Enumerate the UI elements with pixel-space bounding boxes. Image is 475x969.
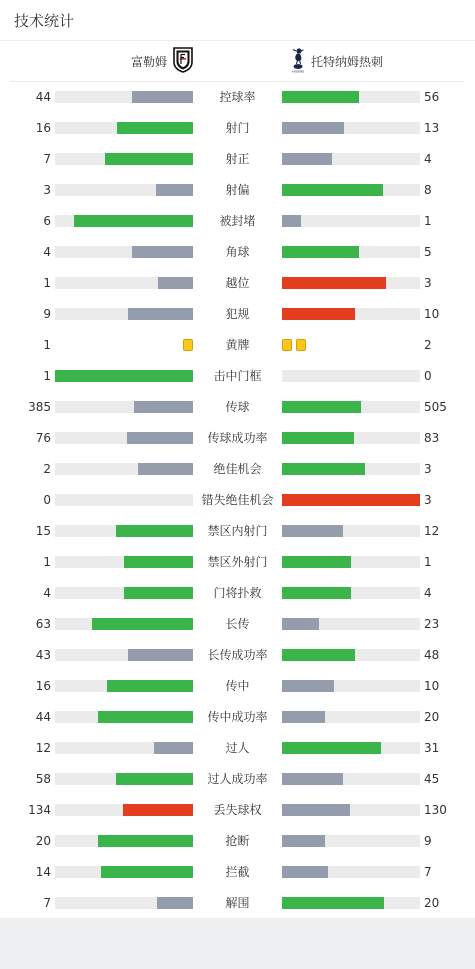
home-bar-track — [55, 308, 193, 320]
stat-row — [0, 144, 475, 175]
away-stat-value: 9 — [424, 834, 432, 848]
stat-row — [0, 392, 475, 423]
stat-row — [0, 423, 475, 454]
stat-label: 禁区外射门 — [207, 555, 268, 569]
home-stat-value: 12 — [35, 741, 51, 755]
stat-row — [0, 609, 475, 640]
stat-row — [0, 733, 475, 764]
home-bar-track — [55, 742, 193, 754]
home-stat-value: 7 — [43, 896, 51, 910]
away-stat-value: 31 — [424, 741, 440, 755]
teams-header — [10, 41, 465, 82]
home-bar-fill — [138, 463, 193, 475]
stat-row — [0, 454, 475, 485]
away-bar-fill — [282, 494, 420, 506]
away-stat-value: 2 — [424, 338, 432, 352]
stat-label: 传球成功率 — [207, 431, 268, 445]
stat-label: 过人成功率 — [207, 772, 268, 786]
home-bar-fill — [132, 246, 193, 258]
stat-label: 控球率 — [219, 90, 256, 104]
home-bar-fill — [123, 804, 193, 816]
home-bar-track — [55, 277, 193, 289]
away-bar-track — [282, 246, 420, 258]
stat-row — [0, 330, 475, 361]
away-bar-fill — [282, 773, 343, 785]
home-stat-value: 134 — [28, 803, 51, 817]
away-stat-value: 3 — [424, 462, 432, 476]
yellow-card-icon — [282, 339, 292, 351]
away-stat-value: 5 — [424, 245, 432, 259]
home-bar-track — [55, 370, 193, 382]
away-stat-value: 48 — [424, 648, 440, 662]
home-bar-fill — [92, 618, 193, 630]
away-stat-value: 7 — [424, 865, 432, 879]
stat-label: 丢失球权 — [213, 803, 262, 817]
home-stat-value: 76 — [35, 431, 51, 445]
home-bar-fill — [117, 122, 193, 134]
stat-label: 解围 — [225, 896, 250, 910]
home-stat-value: 63 — [35, 617, 51, 631]
home-bar-track — [55, 680, 193, 692]
home-bar-track — [55, 122, 193, 134]
away-bar-track — [282, 308, 420, 320]
home-bar-fill — [74, 215, 193, 227]
home-bar-track — [55, 91, 193, 103]
away-bar-track — [282, 742, 420, 754]
away-stat-value: 4 — [424, 586, 432, 600]
away-bar-track — [282, 680, 420, 692]
away-bar-track — [282, 649, 420, 661]
away-bar-fill — [282, 649, 355, 661]
stat-label: 拦截 — [225, 865, 250, 879]
away-bar-track — [282, 835, 420, 847]
away-bar-fill — [282, 866, 328, 878]
away-bar-fill — [282, 308, 355, 320]
home-bar-fill — [101, 866, 193, 878]
home-bar-fill — [107, 680, 193, 692]
stat-row — [0, 299, 475, 330]
home-stat-value: 1 — [43, 338, 51, 352]
away-stat-value: 12 — [424, 524, 440, 538]
home-stat-value: 1 — [43, 555, 51, 569]
away-bar-track — [282, 494, 420, 506]
home-bar-track — [55, 215, 193, 227]
home-bar-track — [55, 804, 193, 816]
home-bar-track — [55, 463, 193, 475]
away-team[interactable] — [290, 41, 383, 82]
away-bar-track — [282, 897, 420, 909]
stat-label: 长传 — [225, 617, 250, 631]
home-yellow-cards — [183, 339, 193, 351]
stat-label: 传球 — [225, 400, 250, 414]
home-stat-value: 16 — [35, 121, 51, 135]
stat-row — [0, 547, 475, 578]
stat-label: 犯规 — [225, 307, 250, 321]
away-bar-fill — [282, 556, 351, 568]
away-bar-track — [282, 215, 420, 227]
home-stat-value: 58 — [35, 772, 51, 786]
home-team-name: 富勒姆 — [130, 55, 167, 69]
stat-label: 长传成功率 — [207, 648, 268, 662]
stats-header — [0, 0, 475, 41]
away-bar-track — [282, 618, 420, 630]
away-bar-track — [282, 463, 420, 475]
away-stat-value: 1 — [424, 555, 432, 569]
away-stat-value: 20 — [424, 896, 440, 910]
away-bar-track — [282, 370, 420, 382]
home-bar-track — [55, 618, 193, 630]
home-bar-fill — [98, 711, 193, 723]
stat-row — [0, 516, 475, 547]
stat-label: 门将扑救 — [213, 586, 262, 600]
stat-label: 禁区内射门 — [207, 524, 268, 538]
home-bar-track — [55, 153, 193, 165]
home-stat-value: 14 — [35, 865, 51, 879]
home-bar-fill — [158, 277, 193, 289]
away-bar-fill — [282, 215, 301, 227]
home-bar-track — [55, 587, 193, 599]
away-bar-fill — [282, 91, 359, 103]
home-bar-fill — [128, 308, 193, 320]
away-bar-fill — [282, 122, 344, 134]
away-bar-track — [282, 91, 420, 103]
away-stat-value: 3 — [424, 493, 432, 507]
away-bar-fill — [282, 587, 351, 599]
home-team[interactable] — [131, 41, 193, 82]
home-bar-fill — [124, 556, 193, 568]
away-bar-fill — [282, 432, 354, 444]
home-bar-fill — [98, 835, 193, 847]
home-stat-value: 385 — [28, 400, 51, 414]
home-bar-track — [55, 494, 193, 506]
stat-row — [0, 764, 475, 795]
away-stat-value: 83 — [424, 431, 440, 445]
home-bar-fill — [124, 587, 193, 599]
away-stat-value: 4 — [424, 152, 432, 166]
home-bar-track — [55, 866, 193, 878]
home-bar-fill — [132, 91, 193, 103]
home-bar-fill — [154, 742, 193, 754]
away-stat-value: 56 — [424, 90, 440, 104]
home-bar-track — [55, 649, 193, 661]
stat-label: 绝佳机会 — [213, 462, 262, 476]
home-bar-track — [55, 773, 193, 785]
away-stat-value: 23 — [424, 617, 440, 631]
svg-text:AUDERE: AUDERE — [291, 69, 305, 73]
stat-label: 传中成功率 — [207, 710, 268, 724]
stat-label: 黄牌 — [225, 338, 250, 352]
away-bar-fill — [282, 525, 343, 537]
away-bar-fill — [282, 463, 365, 475]
away-bar-track — [282, 184, 420, 196]
home-stat-value: 3 — [43, 183, 51, 197]
home-bar-track — [55, 711, 193, 723]
home-bar-track — [55, 401, 193, 413]
stat-row — [0, 237, 475, 268]
away-bar-track — [282, 804, 420, 816]
away-team-name: 托特纳姆热刺 — [311, 55, 384, 69]
away-bar-fill — [282, 804, 350, 816]
home-stat-value: 44 — [35, 90, 51, 104]
home-bar-fill — [134, 401, 193, 413]
stat-label: 击中门框 — [213, 369, 262, 383]
away-bar-track — [282, 556, 420, 568]
away-bar-fill — [282, 401, 361, 413]
home-stat-value: 1 — [43, 369, 51, 383]
stat-label: 越位 — [225, 276, 250, 290]
home-stat-value: 2 — [43, 462, 51, 476]
stat-row — [0, 640, 475, 671]
away-stat-value: 130 — [424, 803, 447, 817]
home-bar-track — [55, 432, 193, 444]
away-bar-track — [282, 711, 420, 723]
away-stat-value: 1 — [424, 214, 432, 228]
home-bar-fill — [127, 432, 193, 444]
home-bar-track — [55, 246, 193, 258]
stat-label: 过人 — [225, 741, 250, 755]
away-bar-track — [282, 122, 420, 134]
home-stat-value: 4 — [43, 586, 51, 600]
stat-row — [0, 82, 475, 113]
stat-row — [0, 888, 475, 919]
away-stat-value: 505 — [424, 400, 447, 414]
away-bar-fill — [282, 184, 383, 196]
stat-label: 被封堵 — [219, 214, 256, 228]
away-stat-value: 10 — [424, 679, 440, 693]
stat-row — [0, 361, 475, 392]
stat-row — [0, 268, 475, 299]
stat-row — [0, 702, 475, 733]
home-stat-value: 44 — [35, 710, 51, 724]
home-bar-track — [55, 897, 193, 909]
home-stat-value: 4 — [43, 245, 51, 259]
away-bar-track — [282, 401, 420, 413]
away-bar-fill — [282, 618, 319, 630]
home-bar-fill — [105, 153, 193, 165]
stat-row — [0, 857, 475, 888]
stat-label: 错失绝佳机会 — [201, 493, 274, 507]
stat-row — [0, 671, 475, 702]
away-bar-track — [282, 587, 420, 599]
stat-row — [0, 206, 475, 237]
home-stat-value: 0 — [43, 493, 51, 507]
stat-row — [0, 175, 475, 206]
home-bar-fill — [116, 525, 193, 537]
away-yellow-cards — [282, 339, 306, 351]
home-stat-value: 20 — [35, 834, 51, 848]
home-stat-value: 6 — [43, 214, 51, 228]
away-bar-track — [282, 432, 420, 444]
home-bar-track — [55, 556, 193, 568]
away-bar-track — [282, 773, 420, 785]
stats-list — [0, 82, 475, 919]
page-title: 技术统计 — [14, 11, 75, 30]
home-stat-value: 7 — [43, 152, 51, 166]
home-bar-fill — [55, 370, 193, 382]
home-bar-track — [55, 184, 193, 196]
yellow-card-icon — [183, 339, 193, 351]
away-stat-value: 10 — [424, 307, 440, 321]
home-bar-track — [55, 525, 193, 537]
home-stat-value: 16 — [35, 679, 51, 693]
away-bar-track — [282, 866, 420, 878]
away-stat-value: 45 — [424, 772, 440, 786]
stat-row — [0, 795, 475, 826]
stat-label: 抢断 — [225, 834, 250, 848]
away-bar-track — [282, 277, 420, 289]
home-stat-value: 15 — [35, 524, 51, 538]
stat-label: 射偏 — [225, 183, 250, 197]
stat-row — [0, 826, 475, 857]
away-stat-value: 20 — [424, 710, 440, 724]
fulham-crest-icon — [173, 47, 193, 77]
yellow-card-icon — [296, 339, 306, 351]
away-bar-fill — [282, 742, 381, 754]
away-bar-fill — [282, 680, 334, 692]
away-stat-value: 13 — [424, 121, 440, 135]
tottenham-crest-icon — [290, 47, 306, 77]
stat-row — [0, 485, 475, 516]
away-stat-value: 0 — [424, 369, 432, 383]
away-bar-fill — [282, 897, 384, 909]
stat-label: 角球 — [225, 245, 250, 259]
away-bar-fill — [282, 711, 325, 723]
home-stat-value: 9 — [43, 307, 51, 321]
stat-row — [0, 113, 475, 144]
away-stat-value: 3 — [424, 276, 432, 290]
stat-row — [0, 578, 475, 609]
stat-label: 射正 — [225, 152, 250, 166]
away-bar-track — [282, 525, 420, 537]
home-bar-fill — [116, 773, 193, 785]
away-bar-fill — [282, 835, 325, 847]
stat-label: 传中 — [225, 679, 250, 693]
home-stat-value: 1 — [43, 276, 51, 290]
home-bar-track — [55, 835, 193, 847]
away-bar-track — [282, 153, 420, 165]
home-bar-fill — [156, 184, 193, 196]
away-stat-value: 8 — [424, 183, 432, 197]
stat-label: 射门 — [225, 121, 250, 135]
away-bar-fill — [282, 277, 386, 289]
home-bar-fill — [128, 649, 193, 661]
home-stat-value: 43 — [35, 648, 51, 662]
home-bar-fill — [157, 897, 193, 909]
away-bar-fill — [282, 246, 359, 258]
away-bar-fill — [282, 153, 332, 165]
